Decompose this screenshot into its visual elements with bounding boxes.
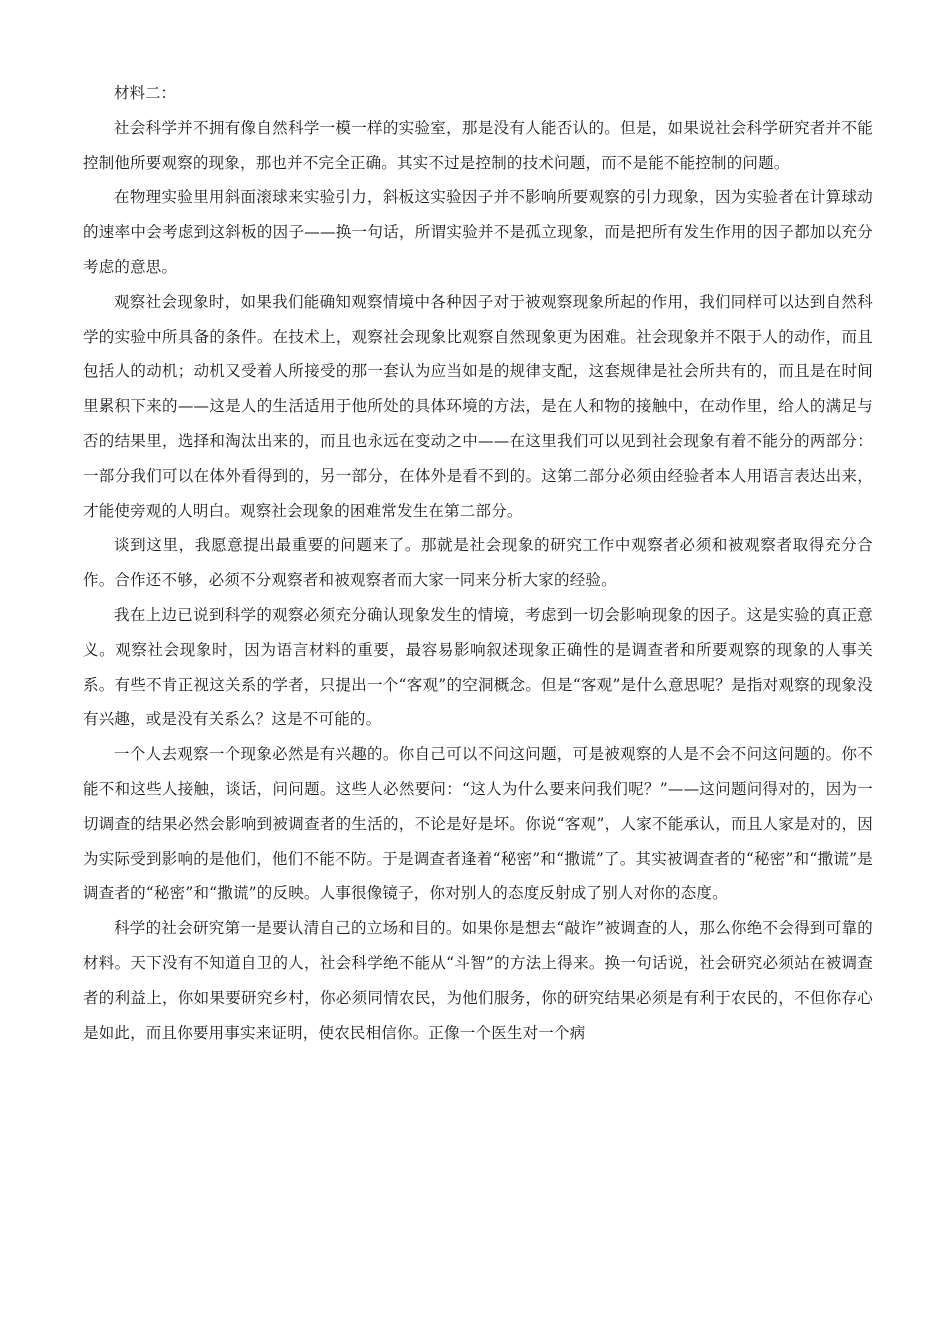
paragraph-2: 在物理实验里用斜面滚球来实验引力，斜板这实验因子并不影响所要观察的引力现象，因为实验者在计算球动的速率中会考虑到这斜板的因子——换一句话，所谓实验并不是孤立现象，而是把所有发生作用的因子都加以充分考虑的意思。 <box>83 188 873 276</box>
paragraph-3: 观察社会现象时，如果我们能确知观察情境中各种因子对于被观察现象所起的作用，我们同样可以达到自然科学的实验中所具备的条件。在技术上，观察社会现象比观察自然现象更为困难。社会现象并不限于人的动作，而且包括人的动机；动机又受着人所接受的那一套认为应当如是的规律支配，这套规律是社会所共有的，而且是在时间里累积下来的——这是人的生活适用于他所处的具体环境的方法，是在人和物的接触中，在动作里，给人的满足与否的结果里，选择和淘汰出来的，而且也永远在变动之中——在这里我们可以见到社会现象有着不能分的两部分：一部分我们可以在体外看得到的，另一部分，在体外是看不到的。这第二部分必须由经验者本人用语言表达出来，才能使旁观的人明白。观察社会现象的困难常发生在第二部分。 <box>83 292 873 520</box>
paragraph-5: 我在上边已说到科学的观察必须充分确认现象发生的情境，考虑到一切会影响现象的因子。这是实验的真正意义。观察社会现象时，因为语言材料的重要，最容易影响叙述现象正确性的是调查者和所要观察的现象的人事关系。有些不肯正视这关系的学者，只提出一个“客观”的空洞概念。但是“客观”是什么意思呢？是指对观察的现象没有兴趣，或是没有关系么？这是不可能的。 <box>83 605 873 729</box>
paragraph-6: 一个人去观察一个现象必然是有兴趣的。你自己可以不问这问题，可是被观察的人是不会不问这问题的。你不能不和这些人接触，谈话，问问题。这些人必然要问：“这人为什么要来问我们呢？”——这问题问得对的，因为一切调查的结果必然会影响到被调查者的生活的，不论是好是坏。你说“客观”，人家不能承认，而且人家是对的，因为实际受到影响的是他们，他们不能不防。于是调查者逢着“秘密”和“撒谎”了。其实被调查者的“秘密”和“撒谎”是调查者的“秘密”和“撒谎”的反映。人事很像镜子，你对别人的态度反射成了别人对你的态度。 <box>83 745 873 903</box>
paragraph-1: 社会科学并不拥有像自然科学一模一样的实验室，那是没有人能否认的。但是，如果说社会科学研究者并不能控制他所要观察的现象，那也并不完全正确。其实不过是控制的技术问题，而不是能不能控制的问题。 <box>83 118 873 172</box>
material-heading: 材料二： <box>114 84 177 102</box>
document-page <box>83 76 873 1050</box>
paragraph-7: 科学的社会研究第一是要认清自己的立场和目的。如果你是想去“敲诈”被调查的人，那么你绝不会得到可靠的材料。天下没有不知道自卫的人，社会科学绝不能从“斗智”的方法上得来。换一句话说，社会研究必须站在被调查者的利益上，你如果要研究乡村，你必须同情农民，为他们服务，你的研究结果必须是有利于农民的，不但你存心是如此，而且你要用事实来证明，使农民相信你。正像一个医生对一个病 <box>83 919 873 1042</box>
paragraph-4: 谈到这里，我愿意提出最重要的问题来了。那就是社会现象的研究工作中观察者必须和被观察者取得充分合作。合作还不够，必须不分观察者和被观察者而大家一同来分析大家的经验。 <box>83 536 873 590</box>
